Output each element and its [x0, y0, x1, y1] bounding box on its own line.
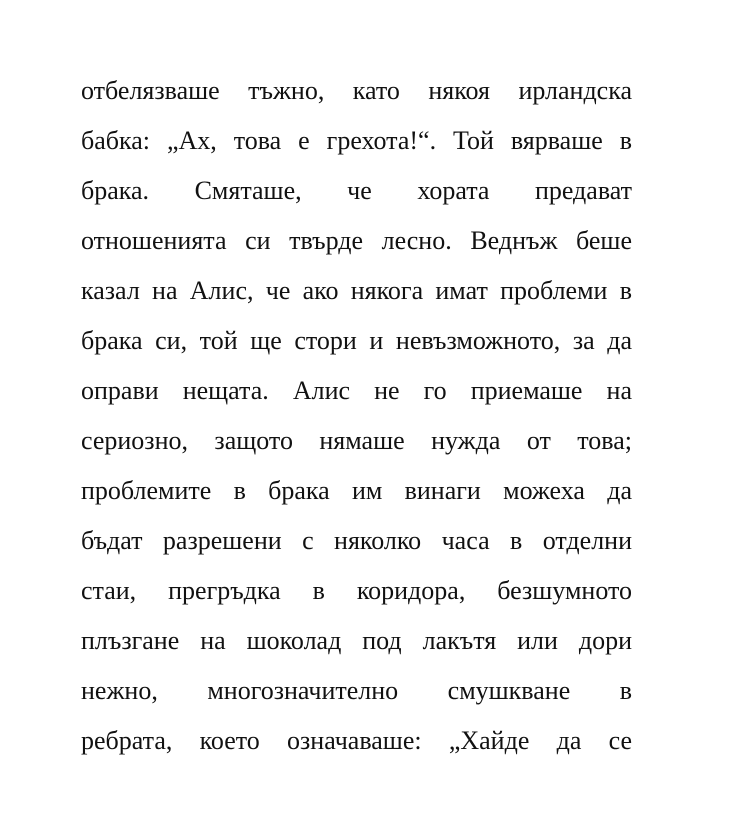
text-line: бъдат разрешени с няколко часа в отделни — [81, 526, 632, 555]
text-line: казал на Алис, че ако някога имат проблеми в — [81, 276, 632, 305]
text-line: стаи, прегръдка в коридора, безшумното — [81, 576, 632, 605]
text-line: ребрата, което означаваше: „Хайде да се — [81, 726, 632, 755]
text-line: проблемите в брака им винаги можеха да — [81, 476, 632, 505]
text-line: брака си, той ще стори и невъзможното, за да — [81, 326, 632, 355]
body-text — [81, 66, 632, 766]
text-line: бабка: „Ах, това е грехота!“. Той вярваше в — [81, 126, 632, 155]
text-line: плъзгане на шоколад под лакътя или дори — [81, 626, 632, 655]
text-line: брака. Смяташе, че хората предават — [81, 176, 632, 205]
text-line: оправи нещата. Алис не го приемаше на — [81, 376, 632, 405]
text-line: отбелязваше тъжно, като някоя ирландска — [81, 76, 632, 105]
text-line: сериозно, защото нямаше нужда от това; — [81, 426, 632, 455]
text-line: нежно, многозначително смушкване в — [81, 676, 632, 705]
text-line: отношенията си твърде лесно. Веднъж беше — [81, 226, 632, 255]
